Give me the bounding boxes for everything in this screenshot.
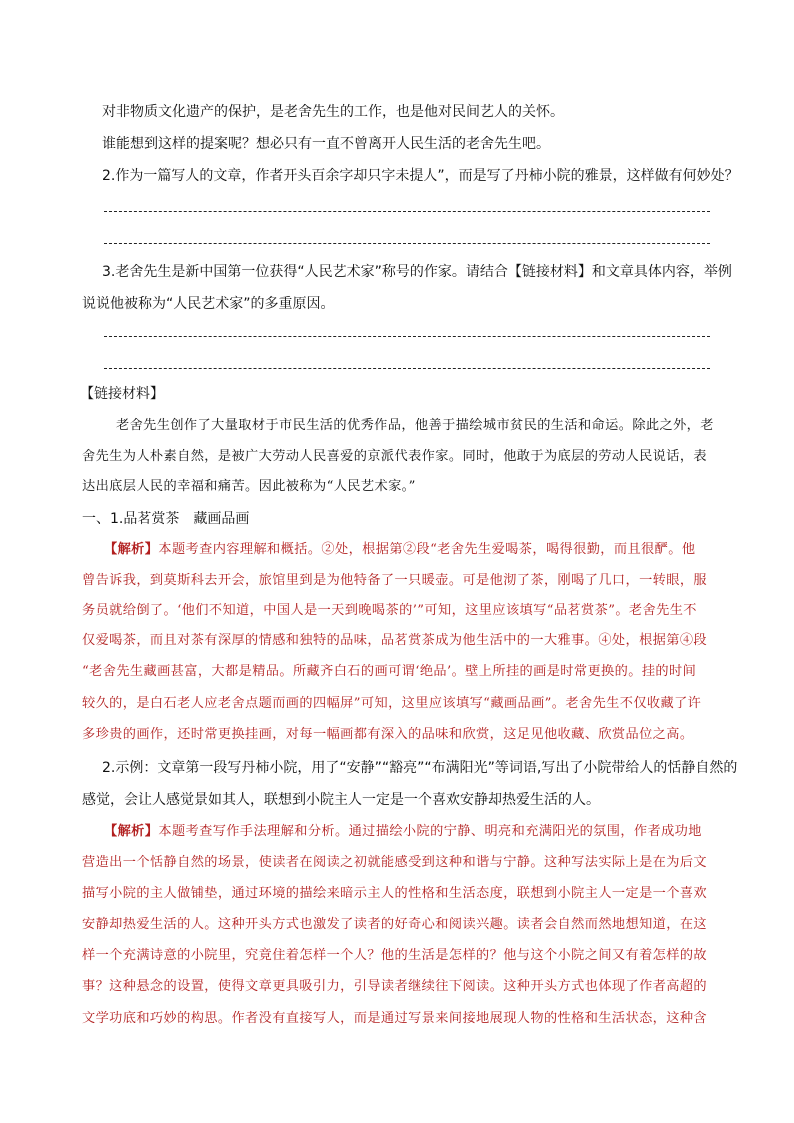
answer-blank-line[interactable] [104, 368, 710, 369]
answer-2-line-1: 2.示例：文章第一段写丹柿小院，用了“安静”“豁亮”“布满阳光”等词语,写出了小院带给人的恬静自然的 [102, 760, 738, 776]
answer-2-analysis-line-1: 【解析】本题考查写作手法理解和分析。通过描绘小院的宁静、明亮和充满阳光的氛围，作者成功地 [104, 824, 702, 839]
link-material-title: 【链接材料】 [80, 386, 164, 402]
analysis-label: 【解析】 [104, 824, 159, 839]
intro-line-1: 对非物质文化遗产的保护，是老舍先生的工作，也是他对民间艺人的关怀。 [102, 104, 564, 120]
answer-1-heading: 一、1.品茗赏茶 藏画品画 [82, 511, 250, 527]
answer-blank-line[interactable] [104, 211, 710, 212]
analysis-label: 【解析】 [104, 542, 159, 557]
answer-1-analysis-line: 多珍贵的画作，还时常更换挂画，对每一幅画都有深入的品味和欣赏，这足见他收藏、欣赏品位之高。 [82, 727, 694, 742]
link-material-line: 舍先生为人朴素自然，是被广大劳动人民喜爱的京派代表作家。同时，他敢于为底层的劳动人民说话，表 [82, 449, 708, 464]
answer-1-analysis-line-1: 【解析】本题考查内容理解和概括。②处，根据第②段“老舍先生爱喝茶，喝得很勤，而且很酽。他 [104, 542, 696, 557]
answer-1-analysis-line: “老舍先生藏画甚富，大都是精品。所藏齐白石的画可谓‘绝品’。壁上所挂的画是时常更换的。挂的时间 [82, 664, 697, 679]
answer-2-analysis-line: 事？这种悬念的设置，使得文章更具吸引力，引导读者继续往下阅读。这种开头方式也体现了作者高超的 [82, 979, 708, 994]
link-material-line: 老舍先生创作了大量取材于市民生活的优秀作品，他善于描绘城市贫民的生活和命运。除此之外，老 [116, 418, 714, 433]
answer-2-analysis-line: 营造出一个恬静自然的场景，使读者在阅读之初就能感受到这种和谐与宁静。这种写法实际上是在为后文 [82, 855, 708, 870]
answer-1-analysis-line: 曾告诉我，到莫斯科去开会，旅馆里到是为他特备了一只暖壶。可是他沏了茶，刚喝了几口，一转眼，服 [82, 573, 708, 588]
answer-2-analysis-line: 样一个充满诗意的小院里，究竟住着怎样一个人？他的生活是怎样的？他与这个小院之间又有着怎样的故 [82, 948, 708, 963]
answer-2-analysis-line: 文学功底和巧妙的构思。作者没有直接写人，而是通过写景来间接地展现人物的性格和生活状态，这种含 [82, 1011, 708, 1026]
answer-1-analysis-line: 务员就给倒了。‘他们不知道，中国人是一天到晚喝茶的’”可知，这里应该填写“品茗赏茶”。老舍先生不 [82, 603, 697, 618]
answer-2-analysis-line: 描写小院的主人做铺垫，通过环境的描绘来暗示主人的性格和生活态度，联想到小院主人一定是一个喜欢 [82, 886, 708, 901]
answer-1-analysis-line: 较久的，是白石老人应老舍点题而画的四幅屏”可知，这里应该填写“藏画品画”。老舍先生不仅收藏了许 [82, 696, 702, 711]
answer-blank-line[interactable] [104, 336, 710, 337]
question-3-line-2: 说说他被称为“人民艺术家”的多重原因。 [82, 296, 335, 312]
answer-blank-line[interactable] [104, 243, 710, 244]
question-3-line-1: 3.老舍先生是新中国第一位获得“人民艺术家”称号的作家。请结合【链接材料】和文章具体内容，举例 [102, 264, 732, 280]
answer-2-line-2: 感觉，会让人感觉景如其人，联想到小院主人一定是一个喜欢安静却热爱生活的人。 [82, 792, 600, 808]
link-material-line: 达出底层人民的幸福和痛苦。因此被称为“人民艺术家。” [82, 479, 416, 494]
answer-2-analysis-line: 安静却热爱生活的人。这种开头方式也激发了读者的好奇心和阅读兴趣。读者会自然而然地想知道，在这 [82, 917, 708, 932]
answer-1-analysis-line: 仅爱喝茶，而且对茶有深厚的情感和独特的品味，品茗赏茶成为他生活中的一大雅事。④处，根据第④段 [82, 633, 708, 648]
question-2: 2.作为一篇写人的文章，作者开头百余字却只字未提人”，而是写了丹柿小院的雅景，这样做有何妙处？ [102, 168, 739, 184]
intro-line-2: 谁能想到这样的提案呢？想必只有一直不曾离开人民生活的老舍先生吧。 [102, 136, 550, 152]
